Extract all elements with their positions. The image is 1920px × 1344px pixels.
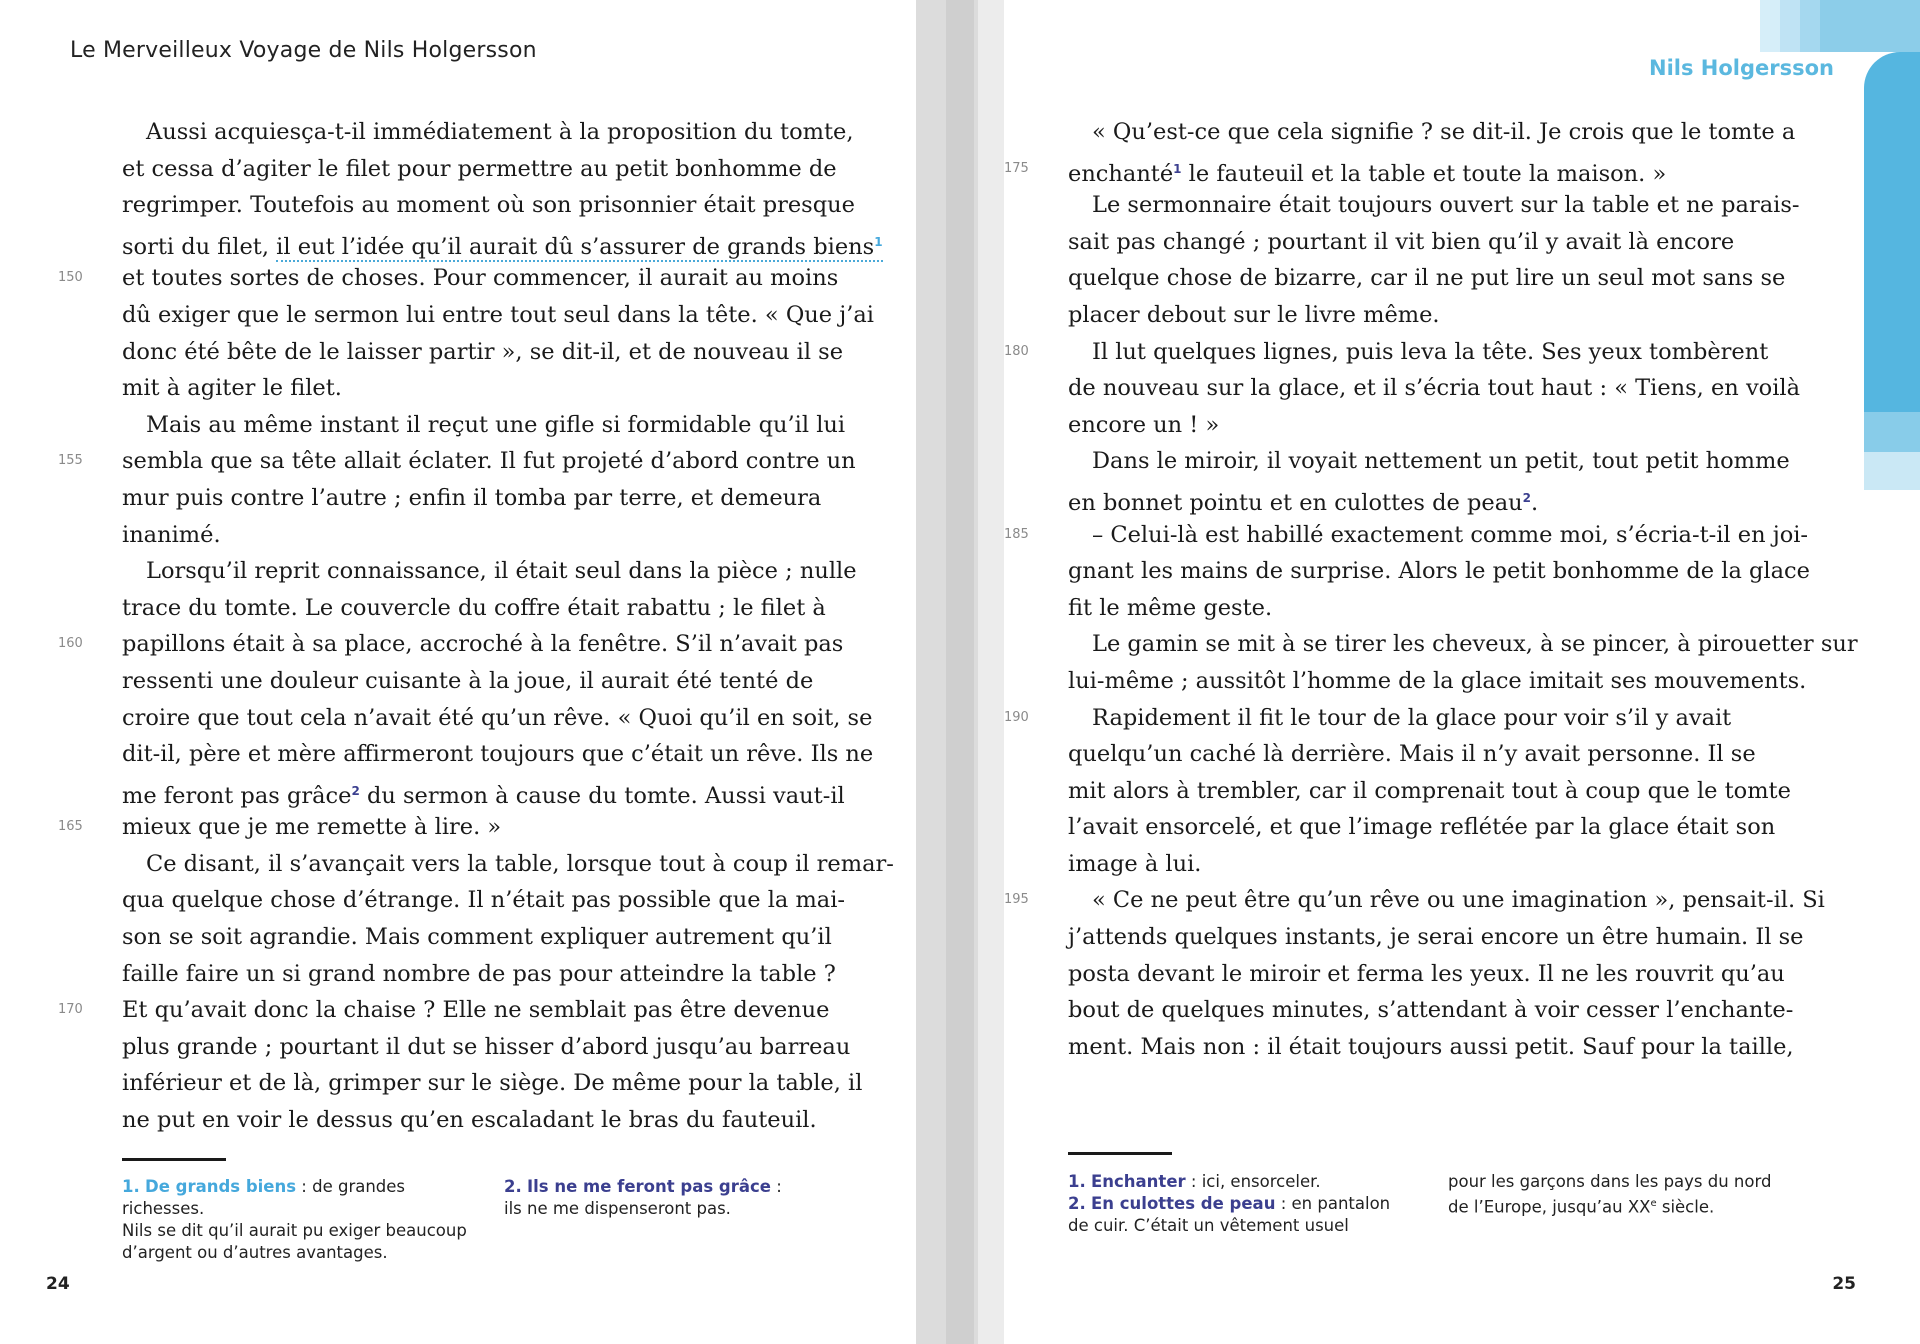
text-line: 155 sembla que sa tête allait éclater. Il fut projeté d’abord contre un bbox=[122, 443, 856, 480]
text-line: croire que tout cela n’avait été qu’un rêve. « Quoi qu’il en soit, se bbox=[122, 704, 873, 731]
text-line: 170 Et qu’avait donc la chaise ? Elle ne semblait pas être devenue bbox=[122, 992, 856, 1029]
text-line: Lorsqu’il reprit connaissance, il était seul dans la pièce ; nulle bbox=[146, 558, 857, 585]
text-line: gnant les mains de surprise. Alors le petit bonhomme de la glace bbox=[1068, 558, 1810, 585]
footnote-ref-1[interactable]: 1 bbox=[1173, 161, 1182, 176]
text-line: « Qu’est-ce que cela signifie ? se dit-il. Je crois que le tomte a bbox=[1092, 119, 1796, 145]
text-line: sait pas changé ; pourtant il vit bien qu’il y avait là encore bbox=[1068, 228, 1735, 255]
text-line: Mais au même instant il reçut une gifle si formidable qu’il lui bbox=[146, 411, 846, 438]
footnote-divider bbox=[1068, 1152, 1172, 1155]
line-number: 185 bbox=[1004, 526, 1029, 542]
text-line: 165 mieux que je me remette à lire. » bbox=[122, 809, 856, 846]
text-line: trace du tomte. Le couvercle du coffre était rabattu ; le filet à bbox=[122, 594, 826, 621]
footnote-term: De grands biens bbox=[145, 1177, 297, 1196]
text-line: 180 Il lut quelques lignes, puis leva la tête. Ses yeux tombèrent bbox=[1068, 334, 1806, 371]
left-body-text bbox=[58, 114, 894, 1139]
text-line: 190 Rapidement il fit le tour de la glace pour voir s’il y avait bbox=[1068, 700, 1806, 737]
text-line: bout de quelques minutes, s’attendant à voir cesser l’enchante- bbox=[1068, 997, 1794, 1024]
footnote-divider bbox=[122, 1158, 226, 1161]
text-line: donc été bête de le laisser partir », se dit-il, et de nouveau il se bbox=[122, 338, 844, 365]
text-line: dû exiger que le sermon lui entre tout seul dans la tête. « Que j’ai bbox=[122, 301, 874, 328]
line-number: 155 bbox=[58, 453, 83, 469]
line-number: 150 bbox=[58, 270, 83, 286]
line-number: 180 bbox=[1004, 343, 1029, 359]
text-line: fit le même geste. bbox=[1068, 594, 1273, 621]
right-page bbox=[1004, 0, 1920, 1344]
left-page bbox=[0, 0, 916, 1344]
footnote-ref-2[interactable]: 2 bbox=[351, 783, 360, 798]
footnote-1: 1. De grands biens : de grandes richesses. Nils se dit qu’il aurait pu exiger beaucoup d’argent ou d’autres avantages. bbox=[122, 1177, 467, 1262]
text-line: qua quelque chose d’étrange. Il n’était pas possible que la mai- bbox=[122, 887, 846, 914]
text-line: et cessa d’agiter le filet pour permettre au petit bonhomme de bbox=[122, 155, 837, 182]
text-line: son se soit agrandie. Mais comment expliquer autrement qu’il bbox=[122, 924, 832, 951]
page-number: 24 bbox=[46, 1274, 70, 1294]
text-line: ment. Mais non : il était toujours aussi petit. Sauf pour la taille, bbox=[1068, 1033, 1794, 1060]
text-line: j’attends quelques instants, je serai encore un être humain. Il se bbox=[1068, 924, 1804, 951]
footnote-ref-1: 1 bbox=[874, 234, 883, 249]
gutter-stripe bbox=[946, 0, 974, 1344]
footnote-2: 2. Ils ne me feront pas grâce : ils ne me dispenseront pas. bbox=[504, 1177, 782, 1218]
footnote-term: Enchanter bbox=[1091, 1172, 1186, 1191]
text-line: mit à agiter le filet. bbox=[122, 375, 342, 402]
text-line: en bonnet pointu et en culottes de peau$^2$. bbox=[1068, 489, 1539, 516]
glossary-term-link[interactable]: il eut l’idée qu’il aurait dû s’assurer de grands biens$^1$ bbox=[276, 233, 883, 260]
text-line: inanimé. bbox=[122, 521, 221, 548]
text-line: placer debout sur le livre même. bbox=[1068, 301, 1440, 328]
text-line: 195 « Ce ne peut être qu’un rêve ou une imagination », pensait-il. Si bbox=[1068, 882, 1806, 919]
text-line: plus grande ; pourtant il dut se hisser d’abord jusqu’au barreau bbox=[122, 1033, 851, 1060]
text-line: Le gamin se mit à se tirer les cheveux, à se pincer, à pirouetter sur bbox=[1092, 631, 1858, 658]
gutter-stripe bbox=[978, 0, 1004, 1344]
running-head-book-title: Le Merveilleux Voyage de Nils Holgersson bbox=[70, 38, 537, 63]
text-line: me feront pas grâce$^2$ du sermon à cause du tomte. Aussi vaut-il bbox=[122, 782, 845, 809]
footnote-term: En culottes de peau bbox=[1091, 1194, 1276, 1213]
text-line: lui-même ; aussitôt l’homme de la glace imitait ses mouvements. bbox=[1068, 667, 1807, 694]
text-line: de nouveau sur la glace, et il s’écria tout haut : « Tiens, en voilà bbox=[1068, 375, 1801, 402]
text-line: 160 papillons était à sa place, accroché à la fenêtre. S’il n’avait pas bbox=[122, 626, 856, 663]
text-line: 185 – Celui-là est habillé exactement comme moi, s’écria-t-il en joi- bbox=[1068, 517, 1806, 554]
text-line: 175 enchanté$^1$ le fauteuil et la table et toute la maison. » bbox=[1068, 151, 1806, 188]
text-line: mit alors à trembler, car il comprenait tout à coup que le tomte bbox=[1068, 777, 1791, 804]
page-number: 25 bbox=[1832, 1274, 1856, 1294]
text-line: faille faire un si grand nombre de pas pour atteindre la table ? bbox=[122, 960, 836, 987]
line-number: 195 bbox=[1004, 892, 1029, 908]
footnote-1: 1. Enchanter : ici, ensorceler. 2. En culottes de peau : en pantalon de cuir. C’était un vêtement usuel bbox=[1068, 1172, 1391, 1235]
text-line: Aussi acquiesça-t-il immédiatement à la proposition du tomte, bbox=[146, 119, 854, 145]
right-body-text bbox=[1004, 114, 1858, 1065]
text-line: ressenti une douleur cuisante à la joue, il aurait été tenté de bbox=[122, 667, 814, 694]
line-number: 170 bbox=[58, 1002, 83, 1018]
text-line: sorti du filet, il eut l’idée qu’il aurait dû s’assurer de grands biens$^1$ bbox=[122, 233, 883, 260]
text-line: quelque chose de bizarre, car il ne put lire un seul mot sans se bbox=[1068, 265, 1786, 292]
book-gutter bbox=[916, 0, 1004, 1344]
text-line: encore un ! » bbox=[1068, 411, 1220, 438]
text-line: image à lui. bbox=[1068, 850, 1202, 877]
footnote-ref-2[interactable]: 2 bbox=[1522, 490, 1531, 505]
line-number: 160 bbox=[58, 636, 83, 652]
text-line: posta devant le miroir et ferma les yeux. Il ne les rouvrit qu’au bbox=[1068, 960, 1785, 987]
text-line: Le sermonnaire était toujours ouvert sur la table et ne parais- bbox=[1092, 192, 1800, 219]
text-line: Dans le miroir, il voyait nettement un petit, tout petit homme bbox=[1092, 448, 1790, 475]
footnote-term: Ils ne me feront pas grâce bbox=[527, 1177, 771, 1196]
text-line: ne put en voir le dessus qu’en escaladant le bras du fauteuil. bbox=[122, 1107, 817, 1134]
line-number: 190 bbox=[1004, 709, 1029, 725]
text-line: mur puis contre l’autre ; enfin il tomba par terre, et demeura bbox=[122, 484, 822, 511]
text-line: 150 et toutes sortes de choses. Pour commencer, il aurait au moins bbox=[122, 260, 856, 297]
text-line: l’avait ensorcelé, et que l’image reflétée par la glace était son bbox=[1068, 814, 1776, 841]
text-line: dit-il, père et mère affirmeront toujours que c’était un rêve. Ils ne bbox=[122, 741, 874, 768]
text-line: quelqu’un caché là derrière. Mais il n’y avait personne. Il se bbox=[1068, 741, 1756, 768]
line-number: 175 bbox=[1004, 160, 1029, 176]
text-line: regrimper. Toutefois au moment où son prisonnier était presque bbox=[122, 192, 855, 219]
footnote-2-continued: pour les garçons dans les pays du nord de l’Europe, jusqu’au XXe siècle. bbox=[1448, 1172, 1772, 1217]
line-number: 165 bbox=[58, 819, 83, 835]
running-head-chapter-title: Nils Holgersson bbox=[1649, 56, 1834, 80]
text-line: inférieur et de là, grimper sur le siège. De même pour la table, il bbox=[122, 1070, 863, 1097]
text-line: Ce disant, il s’avançait vers la table, lorsque tout à coup il remar- bbox=[146, 850, 894, 877]
